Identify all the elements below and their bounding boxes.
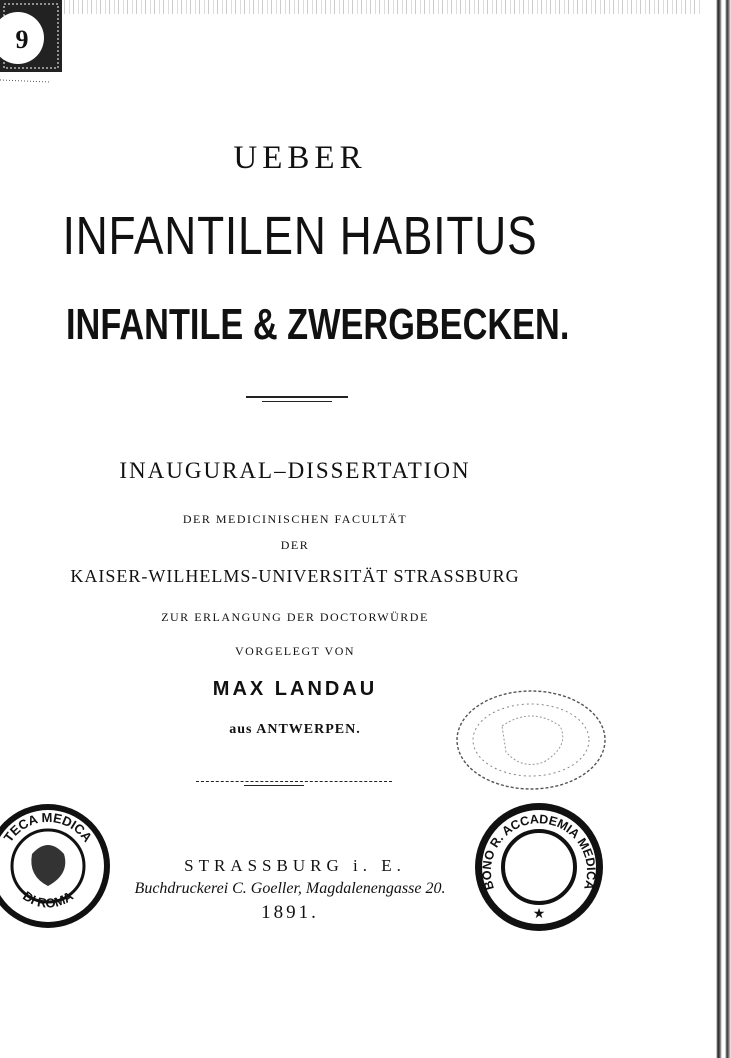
svg-text:★: ★ bbox=[532, 906, 546, 922]
left-stamp-top-text: TECA MEDICA bbox=[0, 809, 96, 845]
divider-2 bbox=[196, 781, 392, 782]
divider-1-thin bbox=[262, 401, 332, 402]
sub-title: INFANTILE & ZWERGBECKEN. bbox=[66, 300, 570, 349]
submitted-line: VORGELEGT VON bbox=[234, 644, 356, 658]
der-line: DER bbox=[280, 538, 310, 552]
faint-oval-stamp bbox=[452, 686, 610, 794]
corner-label-number: 9 bbox=[15, 25, 29, 54]
right-academy-stamp bbox=[470, 798, 608, 936]
scan-noise bbox=[60, 0, 700, 14]
divider-1 bbox=[246, 396, 348, 398]
author-name: MAX LANDAU bbox=[212, 678, 378, 700]
pre-title: UEBER bbox=[233, 140, 367, 176]
dissertation-type: INAUGURAL–DISSERTATION bbox=[119, 458, 471, 483]
imprint-printer: Buchdruckerei C. Goeller, Magdalenengasse 20. bbox=[134, 880, 446, 897]
imprint-year: 1891. bbox=[261, 902, 319, 923]
purpose-line: ZUR ERLANGUNG DER DOCTORWÜRDE bbox=[161, 610, 429, 624]
page-edge bbox=[711, 0, 731, 1058]
main-title: INFANTILEN HABITUS bbox=[62, 206, 538, 266]
imprint-city: STRASSBURG i. E. bbox=[184, 856, 406, 875]
university-line: KAISER-WILHELMS-UNIVERSITÄT STRASSBURG bbox=[70, 566, 520, 586]
right-stamp-text: BONO R. ACCADEMIA MEDICA bbox=[479, 812, 599, 892]
left-library-stamp bbox=[0, 800, 114, 932]
corner-label-stamp bbox=[0, 0, 65, 105]
author-origin: aus ANTWERPEN. bbox=[229, 722, 361, 737]
divider-2-thin bbox=[244, 785, 304, 786]
faculty-line: DER MEDICINISCHEN FACULTÄT bbox=[182, 512, 408, 526]
left-stamp-bottom-text: DI ROMA bbox=[20, 888, 76, 911]
